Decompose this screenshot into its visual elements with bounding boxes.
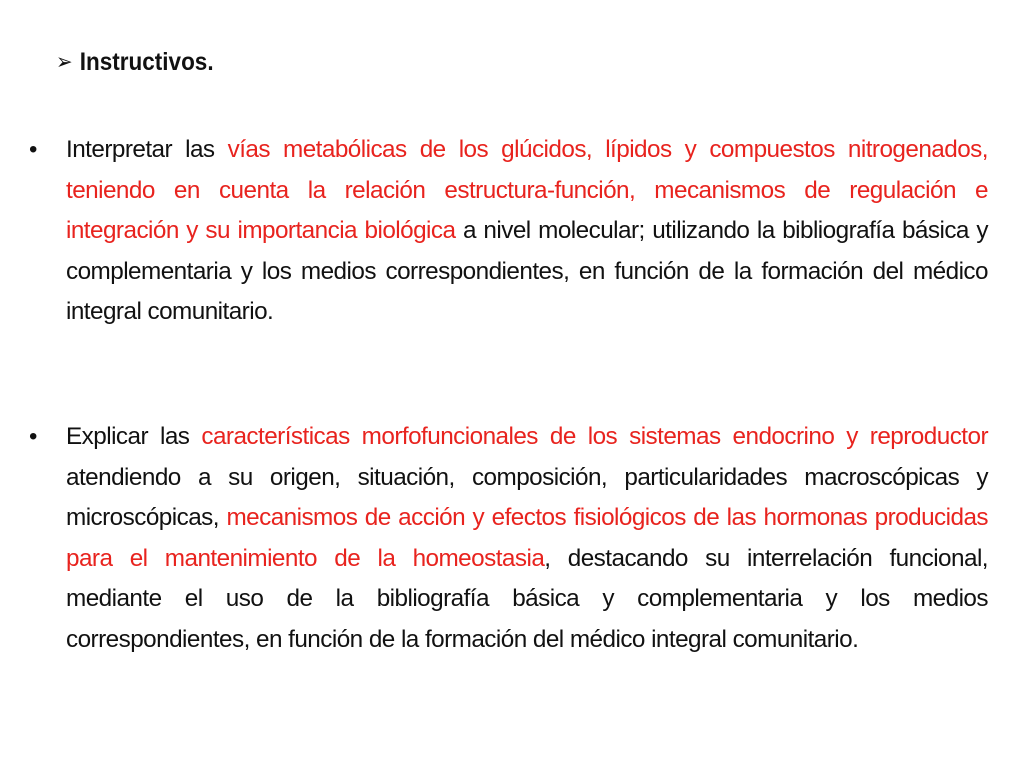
bullet-dot-icon: •: [29, 136, 38, 163]
bullet-text-2: [66, 417, 988, 661]
highlight-segment: características morfofuncionales de los sistemas endocrino y reproductor: [201, 423, 988, 450]
highlight-segment: vías metabólicas de los glúcidos, lípidos y compuestos nitrogenados, teniendo en cuenta la relación estructura-función, mecanismos de regulación e integración y su importancia biológica: [66, 136, 988, 245]
text-segment: , destacando su interrelación funcional, mediante el uso de la bibliografía básica y complementaria y los medios correspondientes, en función de la formación del médico integral comunitario.: [66, 544, 988, 653]
section-heading: [56, 44, 214, 80]
arrow-bullet-icon: ➢: [56, 49, 73, 74]
bullet-dot-icon: •: [29, 423, 38, 450]
text-segment: a nivel molecular; utilizando la bibliografía básica y complementaria y los medios correspondientes, en función de la formación del médico integral comunitario.: [66, 217, 988, 326]
text-segment: atendiendo a su origen, situación, composición, particularidades macroscópicas y microscópicas,: [66, 463, 988, 532]
heading-title: Instructivos.: [79, 48, 214, 76]
text-segment: Interpretar las: [66, 136, 228, 163]
highlight-segment: mecanismos de acción y efectos fisiológicos de las hormonas producidas para el mantenimiento de la homeostasia: [66, 504, 989, 572]
bullet-text-1: [66, 130, 988, 333]
text-segment: Explicar las: [66, 423, 202, 450]
